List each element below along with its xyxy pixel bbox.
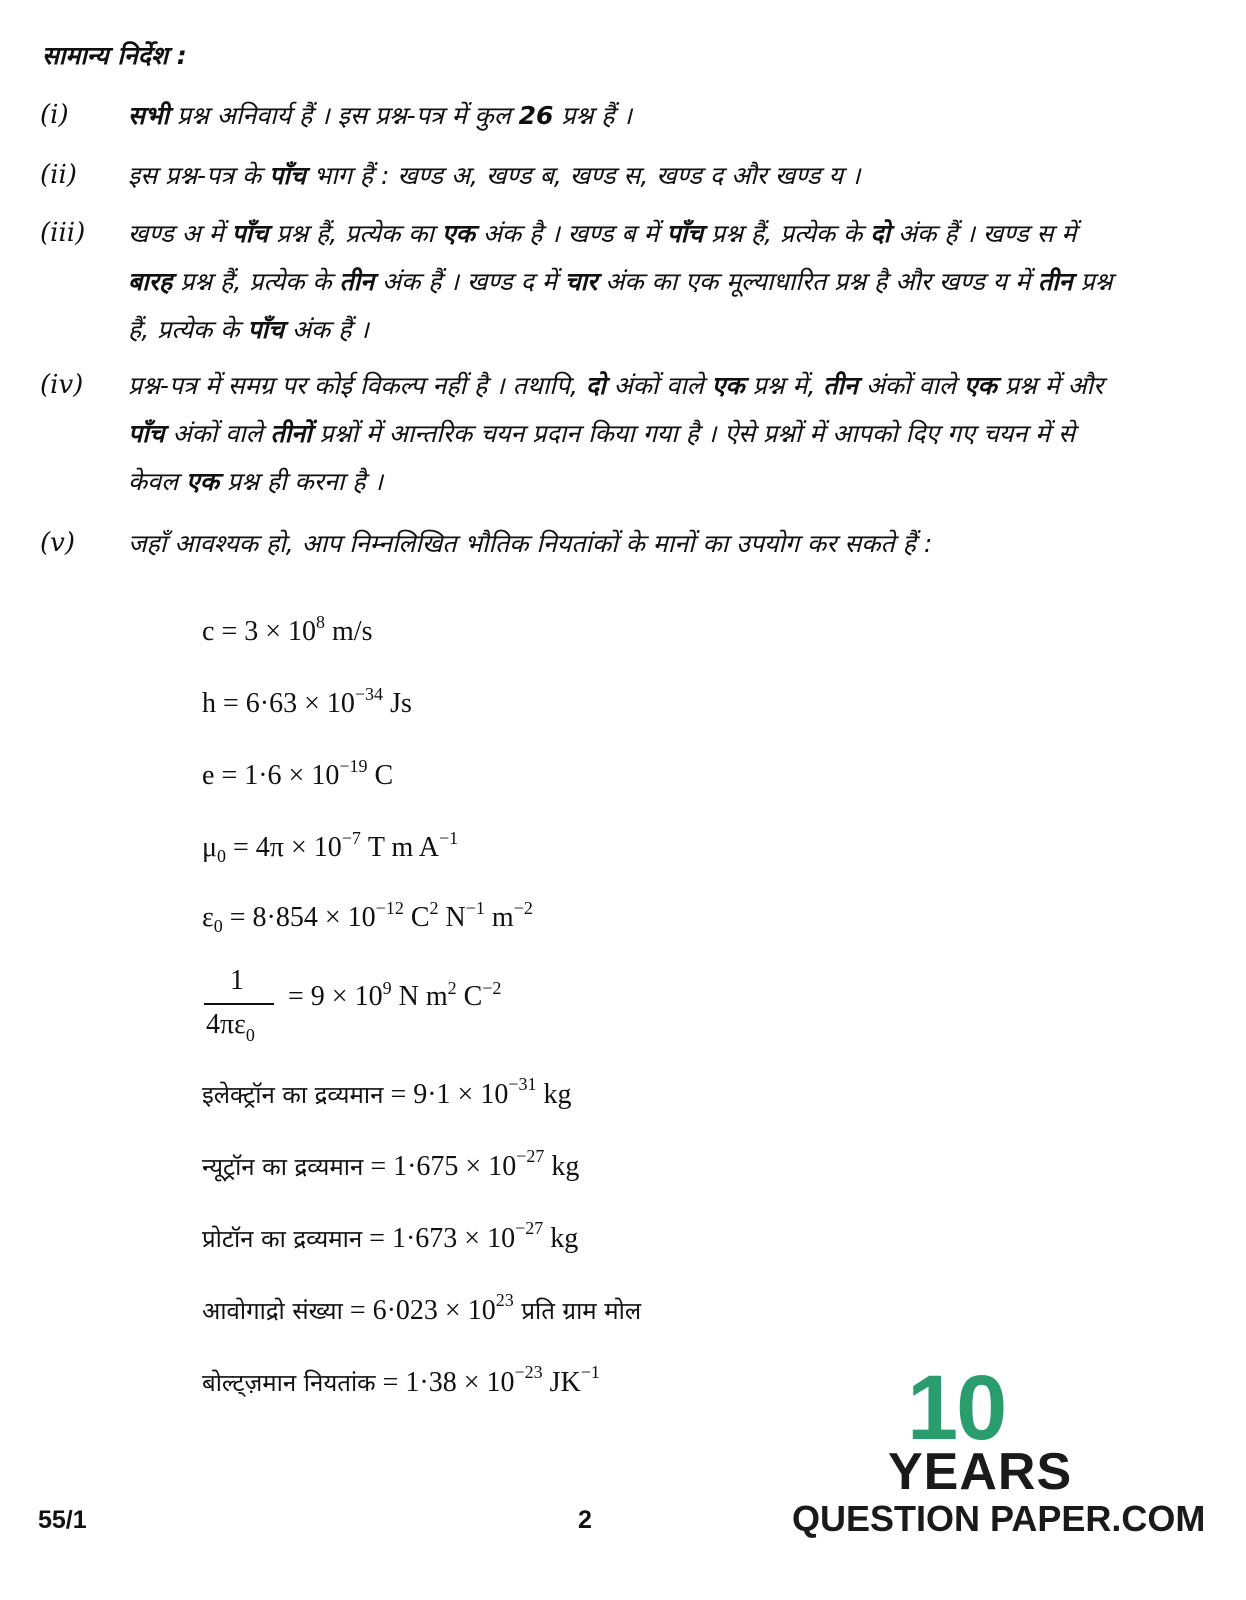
instruction-text: जहाँ आवश्यक हो, आप निम्नलिखित भौतिक नियतांकों के मानों का उपयोग कर सकते हैं :: [128, 529, 933, 558]
instruction-number: (v): [40, 528, 75, 558]
instruction-number: (ii): [40, 160, 77, 190]
coulomb-constant: [202, 965, 532, 1045]
constant-row: $c = 3 \times 10^8$ m/s: [202, 612, 373, 647]
constant-row: $\varepsilon_0 = 8\cdot 854 \times 10^{-12}$ $C^2$ $N^{-1}$ $m^{-2}$: [202, 898, 533, 936]
named-constant-row: इलेक्ट्रॉन का द्रव्यमान = $9\cdot 1 \times 10^{-31}$ kg: [202, 1074, 572, 1110]
constant-row: $\mu_0 = 4\pi \times 10^{-7}$ T m $A^{-1}$: [202, 828, 459, 866]
fraction-bar: [204, 1003, 274, 1005]
instruction-text: खण्ड अ में पाँच प्रश्न हैं, प्रत्येक का एक अंक है । खण्ड ब में पाँच प्रश्न हैं, प्रत्येक के दो अंक हैं । खण्ड स में बारह प्रश्न हैं, प्रत्येक के तीन अंक हैं । खण्ड द में चार अंक का एक मूल्याधारित प्रश्न है और खण्ड य में तीन प्रश्न हैं, प्रत्येक के पाँच अंक हैं ।: [128, 219, 1113, 344]
logo-site: QUESTION PAPER.COM: [792, 1498, 1206, 1539]
constant-row: $h = 6\cdot 63 \times 10^{-34}$ Js: [202, 684, 412, 719]
logo-number: 10: [907, 1357, 1006, 1459]
logo-years: YEARS: [888, 1443, 1073, 1501]
named-constant-row: न्यूट्रॉन का द्रव्यमान = $1\cdot 675 \times 10^{-27}$ kg: [202, 1146, 580, 1182]
named-constant-row: बोल्ट्ज़मान नियतांक = $1\cdot 38 \times 10^{-23}$ $JK^{-1}$: [202, 1362, 600, 1398]
general-instructions-heading: सामान्य निर्देश :: [42, 41, 187, 70]
instruction-number: (iv): [40, 370, 84, 400]
paper-code: 55/1: [38, 1506, 87, 1534]
fraction-numerator: 1: [230, 965, 244, 996]
instruction-number: (i): [40, 100, 69, 130]
watermark-logo: [790, 1357, 1206, 1550]
constant-row: $e = 1\cdot 6 \times 10^{-19}$ C: [202, 756, 394, 791]
fraction-denominator: $4\pi\varepsilon_0$: [206, 1009, 255, 1045]
named-constant-row: प्रोटॉन का द्रव्यमान = $1\cdot 673 \times 10^{-27}$ kg: [202, 1218, 579, 1254]
instruction-number: (iii): [40, 218, 86, 248]
instruction-text: प्रश्न-पत्र में समग्र पर कोई विकल्प नहीं है । तथापि, दो अंकों वाले एक प्रश्न में, तीन अंकों वाले एक प्रश्न में और पाँच अंकों वाले तीनों प्रश्नों में आन्तरिक चयन प्रदान किया गया है । ऐसे प्रश्नों में आपको दिए गए चयन में से केवल एक प्रश्न ही करना है ।: [128, 371, 1104, 496]
instruction-text: सभी प्रश्न अनिवार्य हैं । इस प्रश्न-पत्र में कुल 26 प्रश्न हैं ।: [128, 101, 632, 130]
page-number: 2: [578, 1506, 592, 1534]
named-constant-row: आवोगाद्रो संख्या = $6\cdot 023 \times 10^{23}$ प्रति ग्राम मोल: [202, 1290, 642, 1326]
fraction-value: = $9 \times 10^9$ N $m^2$ $C^{-2}$: [288, 978, 502, 1012]
instruction-text: इस प्रश्न-पत्र के पाँच भाग हैं : खण्ड अ, खण्ड ब, खण्ड स, खण्ड द और खण्ड य ।: [128, 161, 861, 190]
